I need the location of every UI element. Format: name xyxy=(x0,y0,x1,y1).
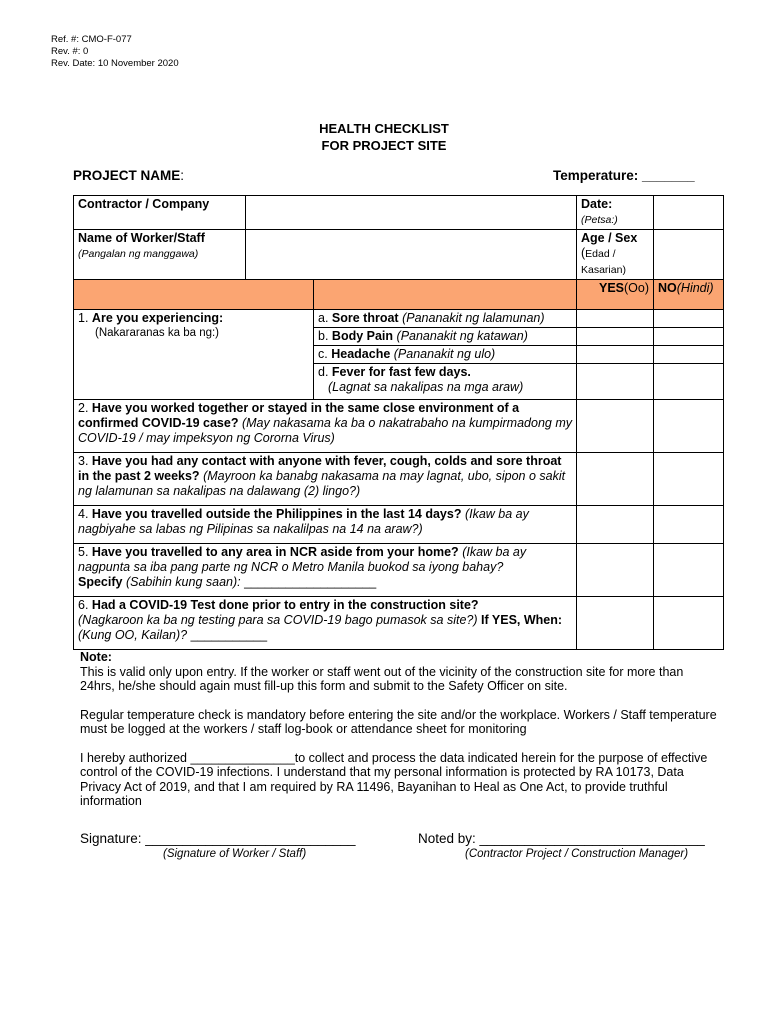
q2-no[interactable] xyxy=(654,400,724,453)
title-line-1: HEALTH CHECKLIST xyxy=(319,121,449,136)
q1a-no[interactable] xyxy=(654,310,724,328)
agesex-input[interactable] xyxy=(654,230,724,280)
q1d-sub: (Lagnat sa nakalipas na mga araw) xyxy=(328,380,524,394)
note-paragraph-3: I hereby authorized _______________to collect and process the data indicated herein for the purpose of effective control of the COVID-19 infections. I understand that my personal information is protected by RA 10173, Data Privacy Act of 2019, and that I am required by RA 11496, Bayanihan to Heal as One Act, to provide truthful information xyxy=(80,750,708,808)
signature-field[interactable]: Signature: ____________________________ xyxy=(80,831,356,846)
date-label-cell xyxy=(577,196,654,230)
no-sub: (Hindi) xyxy=(676,281,714,295)
q1a-sub: (Pananakit ng lalamunan) xyxy=(402,311,545,325)
worker-label: Name of Worker/Staff xyxy=(78,231,205,245)
temperature-field[interactable]: Temperature: _______ xyxy=(553,168,695,183)
q1-cell xyxy=(74,310,314,400)
q6-no[interactable] xyxy=(654,597,724,650)
q3-text: Have you had any contact with anyone with fever, cough, colds and sore throat in the past 2 weeks? xyxy=(78,454,562,483)
yes-sub: (Oo) xyxy=(624,281,650,295)
q6-when-sub: (Kung OO, Kailan)? xyxy=(78,628,188,642)
date-input[interactable] xyxy=(654,196,724,230)
form-reference xyxy=(51,34,179,70)
q6-when-input[interactable]: ___________ xyxy=(190,628,268,642)
answer-header-row xyxy=(74,280,724,310)
q6-cell xyxy=(74,597,577,650)
q6-row xyxy=(74,597,724,650)
q1a-cell xyxy=(314,310,577,328)
agesex-sub: Edad / Kasarian) xyxy=(581,248,626,276)
yes-header xyxy=(577,280,654,310)
q1d-label: Fever for fast few days. xyxy=(331,365,471,379)
q1b-cell xyxy=(314,328,577,346)
q4-row xyxy=(74,506,724,544)
title-line-2: FOR PROJECT SITE xyxy=(321,138,447,153)
worker-input[interactable] xyxy=(246,230,577,280)
q1c-cell xyxy=(314,346,577,364)
contractor-label-cell xyxy=(74,196,246,230)
q1d-cell xyxy=(314,364,577,400)
project-name-field[interactable] xyxy=(73,168,184,183)
q2-sub: (May nakasama ka ba o nakatrabaho na kumpirmadong my COVID-19 / may impeksyon ng Cororna Virus) xyxy=(78,416,572,445)
header-blank-2 xyxy=(314,280,577,310)
q1a-letter: a. xyxy=(318,311,329,325)
q4-text: Have you travelled outside the Philippines in the last 14 days? xyxy=(91,507,462,521)
q6-yes[interactable] xyxy=(577,597,654,650)
contractor-input[interactable] xyxy=(246,196,577,230)
q1-sub: (Nakararanas ka ba ng:) xyxy=(95,327,220,339)
q5-specify-input[interactable]: ___________________ xyxy=(244,575,377,589)
q3-no[interactable] xyxy=(654,453,724,506)
noted-by-field[interactable]: Noted by: ______________________________ xyxy=(418,831,705,846)
ref-number: Ref. #: CMO-F-077 xyxy=(51,34,132,45)
worker-sub: (Pangalan ng manggawa) xyxy=(78,248,199,260)
q1b-yes[interactable] xyxy=(577,328,654,346)
note-heading: Note: xyxy=(80,650,112,664)
q1-row-a xyxy=(74,310,724,328)
rev-number: Rev. #: 0 xyxy=(51,46,89,57)
yes-label: YES xyxy=(599,281,625,295)
q4-yes[interactable] xyxy=(577,506,654,544)
q6-number: 6. xyxy=(78,598,89,612)
q1a-yes[interactable] xyxy=(577,310,654,328)
worker-label-cell xyxy=(74,230,246,280)
q5-specify-label: Specify xyxy=(78,575,123,589)
rev-date: Rev. Date: 10 November 2020 xyxy=(51,58,179,69)
q1b-no[interactable] xyxy=(654,328,724,346)
q1c-no[interactable] xyxy=(654,346,724,364)
q4-number: 4. xyxy=(78,507,89,521)
q1c-label: Headache xyxy=(331,347,391,361)
q6-sub: (Nagkaroon ka ba ng testing para sa COVID-19 bago pumasok sa site?) xyxy=(78,613,478,627)
q4-no[interactable] xyxy=(654,506,724,544)
q1b-letter: b. xyxy=(318,329,329,343)
q3-row xyxy=(74,453,724,506)
q3-number: 3. xyxy=(78,454,89,468)
signature-sub: (Signature of Worker / Staff) xyxy=(163,848,307,860)
note-paragraph-2: Regular temperature check is mandatory before entering the site and/or the workplace. Workers / Staff temperature must be logged at the workers / staff log-book or attendance sheet for monitoring xyxy=(80,707,717,736)
q1c-sub: (Pananakit ng ulo) xyxy=(393,347,496,361)
project-name-colon: : xyxy=(180,168,185,183)
worker-row xyxy=(74,230,724,280)
q5-specify-sub: (Sabihin kung saan): xyxy=(125,575,241,589)
q3-sub: (Mayroon ka banabg nakasama na may lagnat, ubo, sipon o sakit ng lalamunan sa nakalipas na dalawang (2) lingo?) xyxy=(78,469,566,498)
date-sub: (Petsa:) xyxy=(581,214,618,226)
agesex-label: Age / Sex xyxy=(581,231,638,245)
q5-sub: (Ikaw ba ay nagpunta sa iba pang parte ng NCR o Metro Manila buokod sa iyong bahay? xyxy=(78,545,527,574)
no-label: NO xyxy=(658,281,677,295)
q3-yes[interactable] xyxy=(577,453,654,506)
agesex-paren: ( xyxy=(581,246,586,260)
project-name-label: PROJECT NAME xyxy=(73,168,181,183)
q1d-no[interactable] xyxy=(654,364,724,400)
contractor-row xyxy=(74,196,724,230)
agesex-label-cell xyxy=(577,230,654,280)
q6-text: Had a COVID-19 Test done prior to entry in the construction site? xyxy=(91,598,479,612)
q5-text: Have you travelled to any area in NCR aside from your home? xyxy=(91,545,459,559)
q6-ifyes: If YES, When: xyxy=(481,613,563,627)
page-title xyxy=(0,120,768,154)
q2-number: 2. xyxy=(78,401,89,415)
q1a-label: Sore throat xyxy=(331,311,399,325)
q1b-sub: (Pananakit ng katawan) xyxy=(396,329,528,343)
q1b-label: Body Pain xyxy=(331,329,394,343)
q5-yes[interactable] xyxy=(577,544,654,597)
note-paragraph-1: This is valid only upon entry. If the worker or staff went out of the vicinity of the construction site for more than 24hrs, he/she should again must fill-up this form and submit to the Safety Officer on site. xyxy=(80,664,684,693)
date-label: Date: xyxy=(581,197,613,211)
health-checklist-table xyxy=(73,195,724,650)
q4-cell xyxy=(74,506,577,544)
q5-cell xyxy=(74,544,577,597)
q1d-yes[interactable] xyxy=(577,364,654,400)
q5-no[interactable] xyxy=(654,544,724,597)
q1-number: 1. xyxy=(78,311,89,325)
q1c-letter: c. xyxy=(318,347,328,361)
no-header xyxy=(654,280,724,310)
contractor-label: Contractor / Company xyxy=(78,197,210,211)
q1-text: Are you experiencing: xyxy=(91,311,224,325)
q1d-letter: d. xyxy=(318,365,329,379)
q2-text: Have you worked together or stayed in the same close environment of a confirmed COVID-19 case? xyxy=(78,401,520,430)
q2-yes[interactable] xyxy=(577,400,654,453)
q3-cell xyxy=(74,453,577,506)
note-section xyxy=(80,650,720,823)
q2-cell xyxy=(74,400,577,453)
q5-row xyxy=(74,544,724,597)
q1c-yes[interactable] xyxy=(577,346,654,364)
q2-row xyxy=(74,400,724,453)
q4-sub: (Ikaw ba ay nagbiyahe sa labas ng Pilipinas sa nakalilpas na 14 na araw?) xyxy=(78,507,529,536)
header-blank-1 xyxy=(74,280,314,310)
noted-by-sub: (Contractor Project / Construction Manager) xyxy=(465,848,689,860)
q5-number: 5. xyxy=(78,545,89,559)
